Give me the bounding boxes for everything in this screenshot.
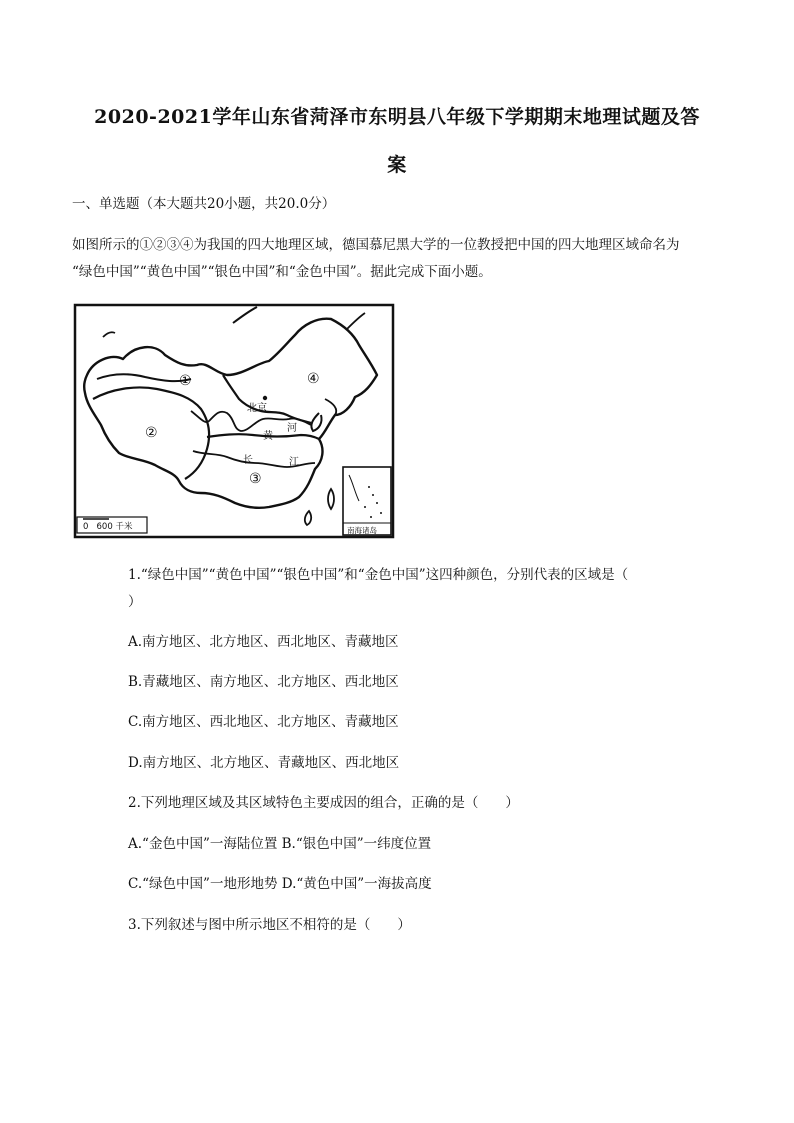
title-line-2: 案 <box>387 154 407 176</box>
question-1 <box>128 562 728 616</box>
intro-line-1: 如图所示的①②③④为我国的四大地理区域，德国慕尼黑大学的一位教授把中国的四大地理区域命名为 <box>72 237 680 253</box>
region-3-label: ③ <box>249 471 262 487</box>
beijing-dot <box>263 396 267 400</box>
section-header: 一、单选题（本大题共20小题，共20.0分） <box>72 196 336 212</box>
intro-line-2: “绿色中国”“黄色中国”“银色中国”和“金色中国”。据此完成下面小题。 <box>72 264 492 280</box>
question-2: 2.下列地理区域及其区域特色主要成因的组合，正确的是（ ） <box>128 795 519 811</box>
question-1-option-a: A.南方地区、北方地区、西北地区、青藏地区 <box>128 634 399 650</box>
huang-label: 黄 <box>263 431 273 442</box>
question-1-line-2: ） <box>128 594 142 610</box>
chang-label: 长 <box>243 455 253 466</box>
region-4-label: ④ <box>307 371 320 387</box>
question-3: 3.下列叙述与图中所示地区不相符的是（ ） <box>128 917 411 933</box>
question-1-option-b: B.青藏地区、南方地区、北方地区、西北地区 <box>128 674 399 690</box>
beijing-label: 北京 <box>247 403 267 414</box>
region-1-label: ① <box>179 373 192 389</box>
question-1-option-c: C.南方地区、西北地区、北方地区、青藏地区 <box>128 714 399 730</box>
document-title <box>60 93 734 189</box>
intro-paragraph <box>72 232 732 286</box>
question-1-option-d: D.南方地区、北方地区、青藏地区、西北地区 <box>128 755 400 771</box>
he-label: 河 <box>287 423 297 434</box>
question-2-options-cd: C.“绿色中国”一地形地势 D.“黄色中国”一海拔高度 <box>128 876 432 892</box>
inset-label: 南海诸岛 <box>347 526 377 535</box>
scale-label: 0 600 千米 <box>83 522 133 532</box>
jiang-label: 江 <box>289 457 299 468</box>
question-1-line-1: 1.“绿色中国”“黄色中国”“银色中国”和“金色中国”这四种颜色，分别代表的区域是（ <box>128 567 629 583</box>
title-line-1: 2020-2021学年山东省菏泽市东明县八年级下学期期末地理试题及答 <box>94 106 700 128</box>
question-2-options-ab: A.“金色中国”一海陆位置 B.“银色中国”一纬度位置 <box>128 836 432 852</box>
china-regions-map <box>73 303 395 539</box>
region-2-label: ② <box>145 425 158 441</box>
